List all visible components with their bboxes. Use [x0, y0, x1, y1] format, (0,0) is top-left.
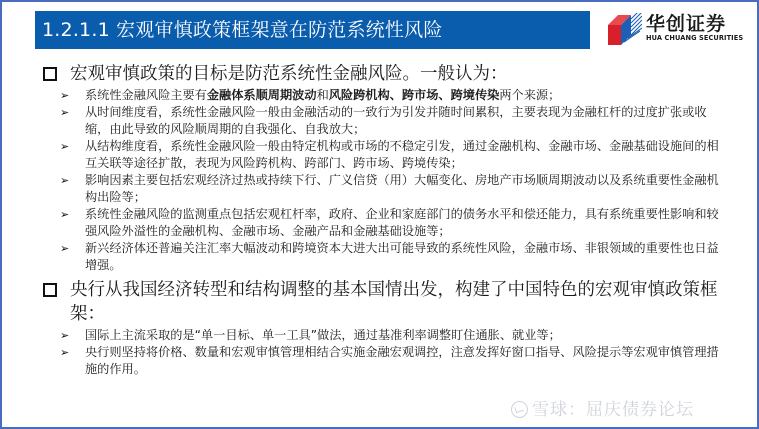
- arrow-bullet-icon: ➢: [60, 106, 70, 119]
- list-item: [40, 138, 730, 172]
- section-pboc-framework: [40, 278, 730, 378]
- list-item: [40, 104, 730, 138]
- xueqiu-logo-icon: [511, 401, 528, 418]
- list-item: [40, 240, 730, 274]
- section-macroprudential-goal: [40, 62, 730, 274]
- arrow-bullet-icon: ➢: [60, 89, 70, 102]
- arrow-bullet-icon: ➢: [60, 208, 70, 221]
- list-item: [40, 327, 730, 344]
- slide-title-text: 1.2.1.1 宏观审慎政策框架意在防范系统性风险: [42, 19, 443, 41]
- list-item: [40, 206, 730, 240]
- item-text: 从结构维度看，系统性金融风险一般由特定机构或市场的不稳定引发，通过金融机构、金融市场、金融基础设施间的相互关联等途径扩散，表现为风险跨机构、跨部门、跨市场、跨境传染；: [85, 139, 719, 170]
- logo-name-cn: 华创证券: [646, 13, 727, 35]
- item-text: 系统性金融风险主要有: [85, 88, 207, 102]
- item-text: 和: [316, 88, 329, 102]
- item-text: 新兴经济体还普遍关注汇率大幅波动和跨境资本大进大出可能导致的系统性风险，金融市场、非银领域的重要性也日益增强。: [85, 241, 719, 272]
- list-item: [40, 87, 730, 104]
- square-bullet-icon: [43, 67, 57, 81]
- section-heading: [40, 278, 730, 326]
- item-text: 从时间维度看，系统性金融风险一般由金融活动的一致行为引发并随时间累积，主要表现为金融杠杆的过度扩张或收缩，由此导致的风险顺周期的自我强化、自我放大；: [85, 105, 707, 136]
- watermark-text: 雪球：屈庆债券论坛: [532, 400, 694, 420]
- square-bullet-icon: [43, 283, 57, 297]
- list-item: [40, 172, 730, 206]
- arrow-bullet-icon: ➢: [60, 329, 70, 342]
- item-text: 影响因素主要包括宏观经济过热或持续下行、广义信贷（用）大幅变化、房地产市场顺周期波动以及系统重要性金融机构出险等；: [85, 173, 719, 204]
- logo-name-en: HUA CHUANG SECURITIES: [646, 34, 744, 42]
- bullet-list: [40, 87, 730, 274]
- section-heading-text: 宏观审慎政策的目标是防范系统性金融风险。一般认为：: [70, 64, 508, 84]
- hua-chuang-logo-icon: [608, 13, 642, 45]
- item-text-bold: 金融体系顺周期波动: [206, 88, 317, 102]
- bullet-list: [40, 327, 730, 378]
- arrow-bullet-icon: ➢: [60, 174, 70, 187]
- arrow-bullet-icon: ➢: [60, 346, 70, 359]
- arrow-bullet-icon: ➢: [60, 140, 70, 153]
- item-text: 两个来源；: [499, 88, 561, 102]
- item-text: 国际上主流采取的是“单一目标、单一工具”做法，通过基准利率调整盯住通胀、就业等；: [85, 328, 561, 342]
- slide-title: [35, 11, 590, 49]
- item-text: 系统性金融风险的监测重点包括宏观杠杆率，政府、企业和家庭部门的债务水平和偿还能力，具有系统重要性影响和较强风险外溢性的金融机构、金融市场、金融产品和金融基础设施等；: [85, 207, 719, 238]
- arrow-bullet-icon: ➢: [60, 242, 70, 255]
- company-logo: [608, 10, 748, 46]
- item-text: 央行则坚持将价格、数量和宏观审慎管理相结合实施金融宏观调控，注意发挥好窗口指导、风险提示等宏观审慎管理措施的作用。: [85, 345, 719, 376]
- slide-content: [40, 62, 730, 382]
- watermark: [511, 395, 694, 420]
- list-item: [40, 344, 730, 378]
- item-text-bold: 风险跨机构、跨市场、跨境传染: [328, 88, 500, 102]
- section-heading: [40, 62, 730, 86]
- section-heading-text: 央行从我国经济转型和结构调整的基本国情出发，构建了中国特色的宏观审慎政策框架：: [70, 280, 718, 324]
